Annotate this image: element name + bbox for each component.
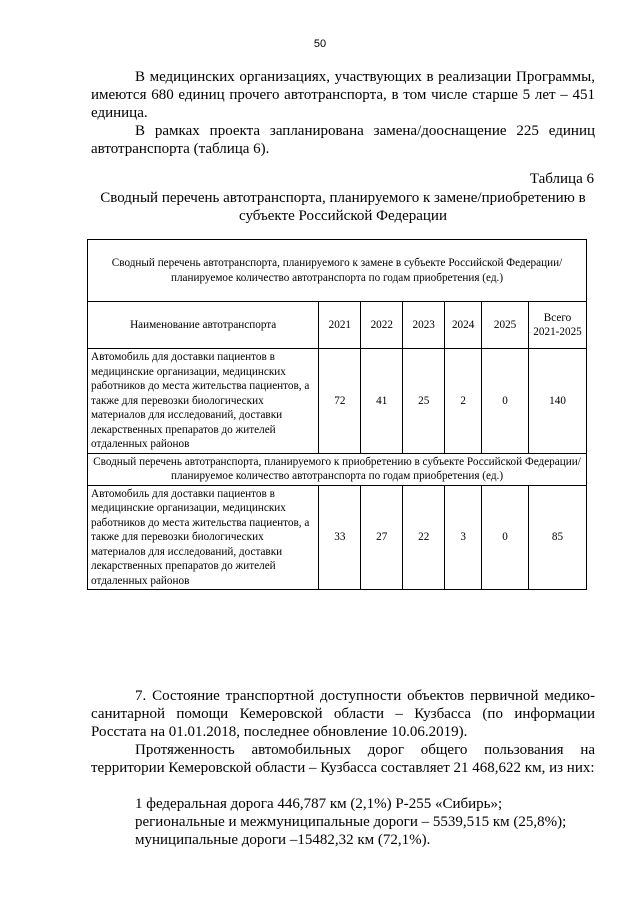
row-2-2024: 3 [445,485,482,590]
header-name: Наименование автотранспорта [88,302,319,349]
intro-paragraph-2: В рамках проекта запланирована замена/дооснащение 225 единиц автотранспорта (таблица 6). [91,123,595,157]
row-2-total: 85 [529,485,587,590]
table-row [88,349,587,454]
header-total: Всего 2021-2025 [529,302,587,349]
row-2-name: Автомобиль для доставки пациентов в медицинские организации, медицинских работников до места жительства пациентов, а также для перевозки биологических материалов для исследований, доставки лекарственных препаратов до жителей отдаленных районов [88,485,319,590]
header-2023: 2023 [403,302,445,349]
table-row [88,485,587,590]
section-7-paragraph-2: Протяженность автомобильных дорог общего пользования на территории Кемеровской области – Кузбасса составляет 21 468,622 км, из них: [91,742,595,776]
row-2-2025: 0 [482,485,529,590]
road-list-item: региональные и межмуниципальные дороги – 5539,515 км (25,8%); [135,814,567,830]
row-1-2024: 2 [445,349,482,454]
row-1-2021: 72 [319,349,361,454]
row-1-2023: 25 [403,349,445,454]
row-2-2023: 22 [403,485,445,590]
header-2024: 2024 [445,302,482,349]
row-1-2022: 41 [361,349,403,454]
page-number: 50 [313,38,327,50]
header-2021: 2021 [319,302,361,349]
road-list-item: 1 федеральная дорога 446,787 км (2,1%) Р-255 «Сибирь»; [135,796,503,812]
section-1-title: Сводный перечень автотранспорта, планируемого к замене в субъекте Российской Федерации/планируемое количество автотранспорта по годам приобретения (ед.) [88,240,587,302]
section-2-title: Сводный перечень автотранспорта, планируемого к приобретению в субъекте Российской Федерации/планируемое количество автотранспорта по годам приобретения (ед.) [88,453,587,485]
section-header-row [88,240,587,302]
column-header-row [88,302,587,349]
table-title: Сводный перечень автотранспорта, планируемого к замене/приобретению в субъекте Российской Федерации [100,190,586,224]
header-2022: 2022 [361,302,403,349]
table-caption: Таблица 6 [529,171,594,187]
header-2025: 2025 [482,302,529,349]
row-1-2025: 0 [482,349,529,454]
row-1-total: 140 [529,349,587,454]
row-1-name: Автомобиль для доставки пациентов в медицинские организации, медицинских работников до места жительства пациентов, а также для перевозки биологических материалов для исследований, доставки лекарственных препаратов до жителей отдаленных районов [88,349,319,454]
road-list-item: муниципальные дороги –15482,32 км (72,1%). [135,832,431,848]
row-2-2021: 33 [319,485,361,590]
section-header-row [88,453,587,485]
section-7-paragraph-1: 7. Состояние транспортной доступности объектов первичной медико-санитарной помощи Кемеровской области – Кузбасса (по информации Росстата на 01.01.2018, последнее обновление 10.06.2019). [91,688,595,740]
intro-paragraph-1: В медицинских организациях, участвующих в реализации Программы, имеются 680 единиц прочего автотранспорта, в том числе старше 5 лет – 451 единица. [91,69,595,121]
row-2-2022: 27 [361,485,403,590]
vehicle-table [87,239,587,590]
